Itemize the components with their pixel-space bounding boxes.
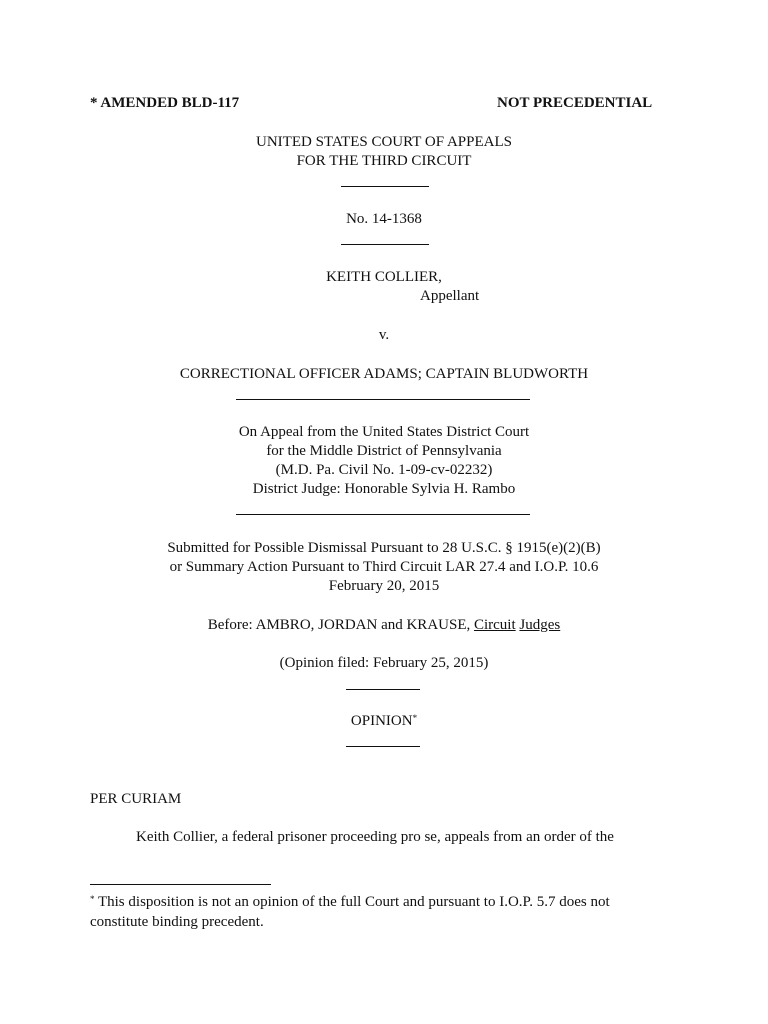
appeal-info-line1: On Appeal from the United States District Court xyxy=(238,424,530,440)
footnote-separator xyxy=(90,884,271,885)
district-judge: District Judge: Honorable Sylvia H. Rambo xyxy=(252,481,516,497)
footnote-line2: constitute binding precedent. xyxy=(90,914,264,930)
divider-rule xyxy=(346,689,420,690)
footnote-ref: * xyxy=(412,713,418,723)
divider-rule xyxy=(236,399,530,400)
circuit-word: Circuit xyxy=(473,617,516,633)
divider-rule xyxy=(236,514,530,515)
appellant-name: KEITH COLLIER, xyxy=(326,269,442,285)
court-name-line1: UNITED STATES COURT OF APPEALS xyxy=(256,134,512,150)
footnote-text: This disposition is not an opinion of the full Court and pursuant to I.O.P. 5.7 does not xyxy=(94,894,610,910)
divider-rule xyxy=(346,746,420,747)
footnote-marker: * xyxy=(90,894,95,904)
amended-label: * AMENDED BLD-117 xyxy=(90,95,240,111)
divider-rule xyxy=(341,186,429,187)
versus: v. xyxy=(378,327,390,343)
submission-line1: Submitted for Possible Dismissal Pursuant to 28 U.S.C. § 1915(e)(2)(B) xyxy=(167,540,601,556)
appeal-info-line3: (M.D. Pa. Civil No. 1-09-cv-02232) xyxy=(275,462,493,478)
appellees: CORRECTIONAL OFFICER ADAMS; CAPTAIN BLUDWORTH xyxy=(179,366,589,382)
court-name-line2: FOR THE THIRD CIRCUIT xyxy=(296,153,472,169)
before-line xyxy=(0,616,768,635)
precedential-label: NOT PRECEDENTIAL xyxy=(497,95,653,111)
appeal-info-line2: for the Middle District of Pennsylvania xyxy=(266,443,502,459)
submission-date: February 20, 2015 xyxy=(328,578,440,594)
divider-rule xyxy=(341,244,429,245)
opinion-title: OPINION xyxy=(350,713,413,729)
submission-line2: or Summary Action Pursuant to Third Circuit LAR 27.4 and I.O.P. 10.6 xyxy=(169,559,599,575)
appellant-role: Appellant xyxy=(420,288,480,304)
judges-word: Judges xyxy=(519,617,561,633)
opinion-heading xyxy=(0,712,768,731)
per-curiam: PER CURIAM xyxy=(90,791,182,807)
case-number: No. 14-1368 xyxy=(346,211,422,227)
before-judges: Before: AMBRO, JORDAN and KRAUSE, xyxy=(207,617,474,633)
footnote-line1 xyxy=(90,893,610,912)
opinion-filed: (Opinion filed: February 25, 2015) xyxy=(279,655,489,671)
body-paragraph: Keith Collier, a federal prisoner proceeding pro se, appeals from an order of the xyxy=(136,829,614,845)
